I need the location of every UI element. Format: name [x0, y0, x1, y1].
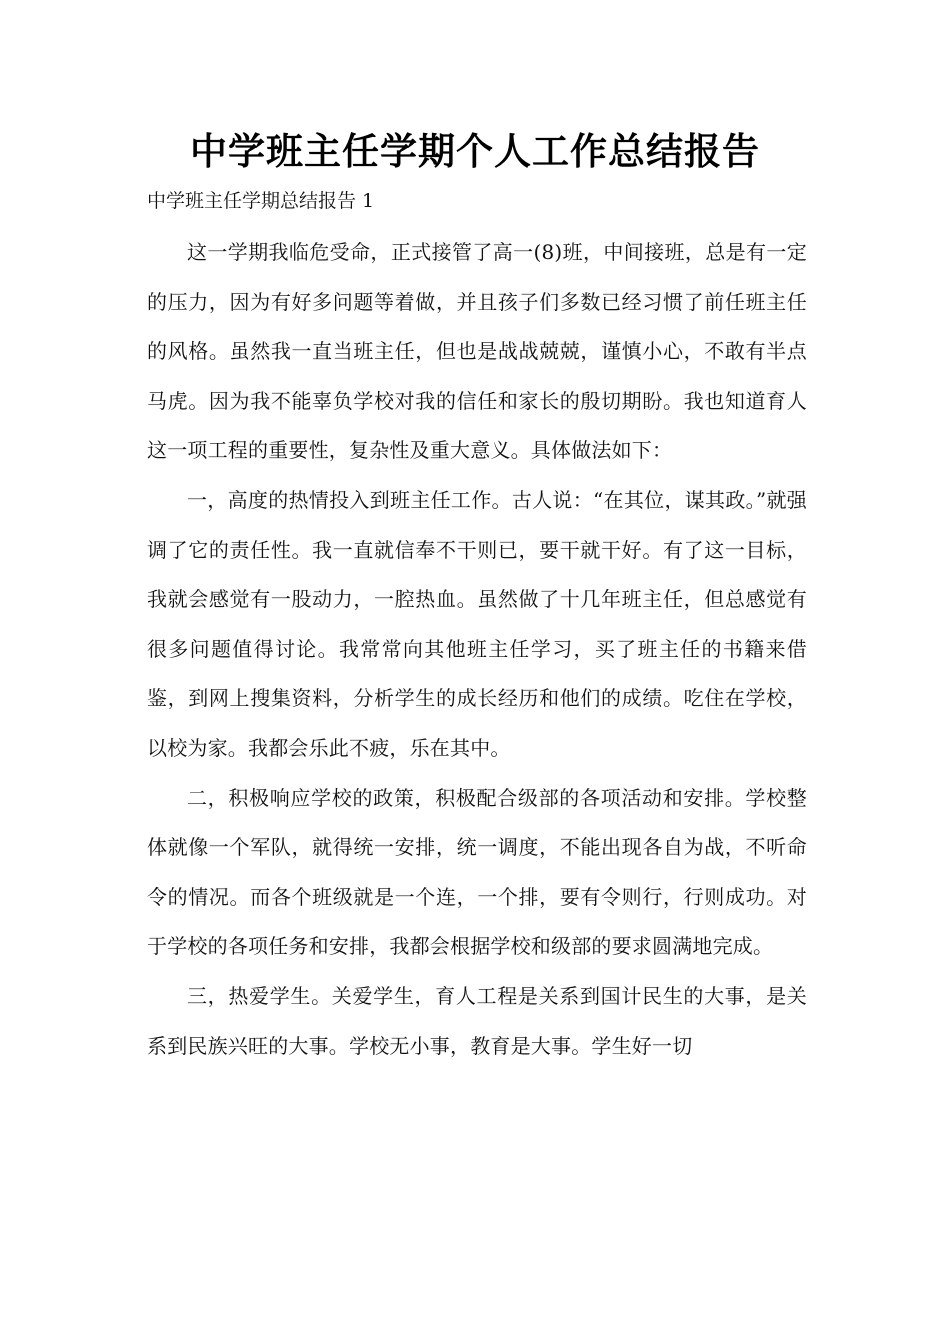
- document-body: [147, 228, 807, 1071]
- paragraph-point-two: 二，积极响应学校的政策，积极配合级部的各项活动和安排。学校整体就像一个军队，就得统一安排，统一调度，不能出现各自为战，不听命令的情况。而各个班级就是一个连，一个排，要有令则行，行则成功。对于学校的各项任务和安排，我都会根据学校和级部的要求圆满地完成。: [147, 785, 807, 959]
- document-title: 中学班主任学期个人工作总结报告: [190, 130, 760, 173]
- paragraph-point-three: 三，热爱学生。关爱学生，育人工程是关系到国计民生的大事，是关系到民族兴旺的大事。学校无小事，教育是大事。学生好一切: [147, 983, 807, 1058]
- paragraph-point-one: 一，高度的热情投入到班主任工作。古人说：“在其位，谋其政。”就强调了它的责任性。我一直就信奉不干则已，要干就干好。有了这一目标，我就会感觉有一股动力，一腔热血。虽然做了十几年班主任，但总感觉有很多问题值得讨论。我常常向其他班主任学习，买了班主任的书籍来借鉴，到网上搜集资料，分析学生的成长经历和他们的成绩。吃住在学校，以校为家。我都会乐此不疲，乐在其中。: [147, 487, 807, 760]
- paragraph-intro: 这一学期我临危受命，正式接管了高一(8)班，中间接班，总是有一定的压力，因为有好多问题等着做，并且孩子们多数已经习惯了前任班主任的风格。虽然我一直当班主任，但也是战战兢兢，谨慎小心，不敢有半点马虎。因为我不能辜负学校对我的信任和家长的殷切期盼。我也知道育人这一项工程的重要性，复杂性及重大意义。具体做法如下：: [147, 240, 807, 463]
- document-subtitle: 中学班主任学期总结报告 1: [147, 190, 375, 212]
